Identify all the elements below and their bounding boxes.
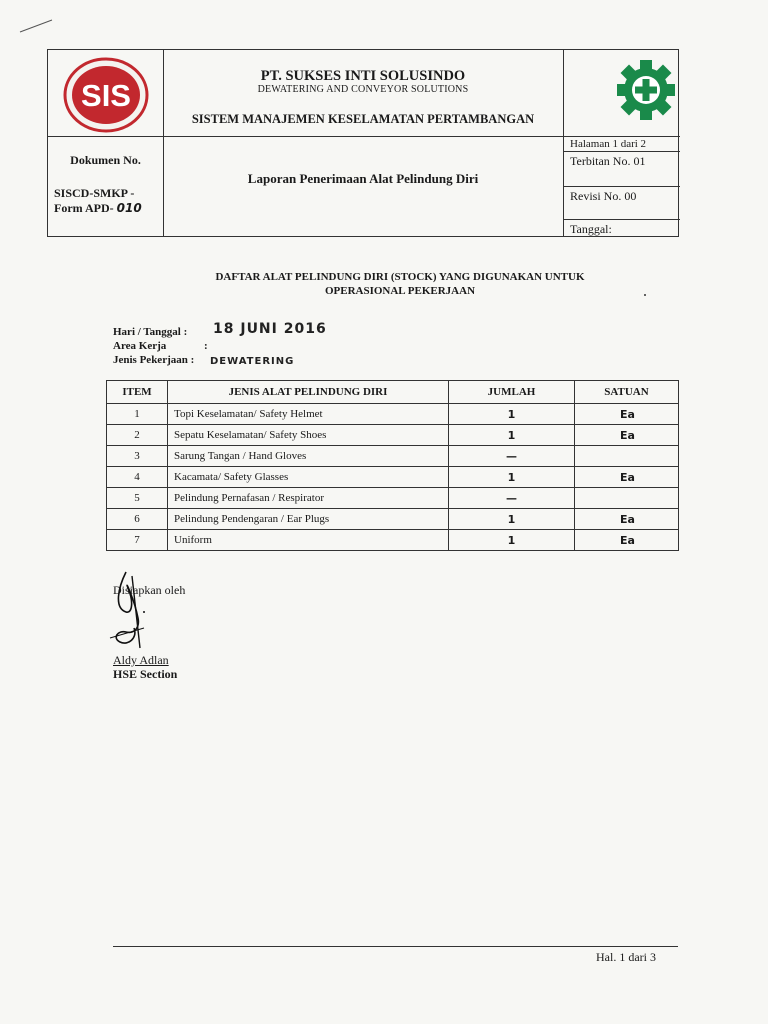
item-number: 5: [107, 488, 168, 509]
company-name: PT. SUKSES INTI SOLUSINDO: [260, 68, 466, 84]
unit: Ea: [575, 509, 679, 530]
area-label: Area Kerja :: [113, 340, 208, 352]
date-label: Tanggal:: [570, 222, 612, 236]
footer-divider: [113, 946, 678, 947]
day-date-label: Hari / Tanggal :: [113, 326, 188, 338]
equipment-name: Sarung Tangan / Hand Gloves: [168, 446, 449, 467]
header-divider: [563, 186, 680, 187]
equipment-name: Uniform: [168, 530, 449, 551]
signer-name: Aldy Adlan: [113, 653, 169, 667]
item-number: 4: [107, 467, 168, 488]
item-number: 3: [107, 446, 168, 467]
list-title-line1: DAFTAR ALAT PELINDUNG DIRI (STOCK) YANG DIGUNAKAN UNTUK: [215, 271, 585, 283]
company-subtitle: DEWATERING AND CONVEYOR SOLUTIONS: [257, 84, 469, 95]
list-title-line2: OPERASIONAL PEKERJAAN: [324, 285, 476, 297]
revision-number: Revisi No. 00: [570, 189, 637, 203]
footer-page-number: Hal. 1 dari 3: [596, 950, 656, 964]
document-code-prefix: Form APD-: [54, 201, 114, 215]
ppe-table: [106, 380, 679, 551]
document-code-line1: SISCD-SMKP -: [54, 186, 135, 200]
signer-department: HSE Section: [113, 667, 178, 681]
header-divider: [563, 219, 680, 220]
table-header-row: [107, 381, 679, 404]
column-header-quantity: JUMLAH: [449, 381, 575, 404]
item-number: 6: [107, 509, 168, 530]
header-divider: [48, 136, 680, 137]
handwritten-signature: [104, 568, 154, 658]
equipment-name: Kacamata/ Safety Glasses: [168, 467, 449, 488]
item-number: 2: [107, 425, 168, 446]
quantity: 1: [449, 509, 575, 530]
table-row: [107, 425, 679, 446]
quantity: —: [449, 488, 575, 509]
unit: Ea: [575, 467, 679, 488]
report-title: Laporan Penerimaan Alat Pelindung Diri: [247, 171, 479, 186]
system-name: SISTEM MANAJEMEN KESELAMATAN PERTAMBANGAN: [191, 112, 535, 126]
prepared-by-label: Disiapkan oleh: [113, 583, 186, 597]
unit: [575, 488, 679, 509]
quantity: 1: [449, 467, 575, 488]
equipment-name: Sepatu Keselamatan/ Safety Shoes: [168, 425, 449, 446]
quantity: 1: [449, 530, 575, 551]
quantity: —: [449, 446, 575, 467]
sis-logo-text: SIS: [81, 78, 131, 113]
document-header: [47, 49, 679, 237]
list-title: [100, 270, 700, 298]
table-row: [107, 530, 679, 551]
header-divider: [563, 151, 680, 152]
table-row: [107, 488, 679, 509]
issue-number: Terbitan No. 01: [570, 154, 646, 168]
page-info: Halaman 1 dari 2: [570, 138, 647, 150]
table-row: [107, 509, 679, 530]
scan-speck: [644, 294, 646, 296]
unit: [575, 446, 679, 467]
column-header-unit: SATUAN: [575, 381, 679, 404]
equipment-name: Topi Keselamatan/ Safety Helmet: [168, 404, 449, 425]
unit: Ea: [575, 530, 679, 551]
unit: Ea: [575, 425, 679, 446]
job-type-label: Jenis Pekerjaan :: [113, 354, 195, 366]
table-row: [107, 467, 679, 488]
table-row: [107, 404, 679, 425]
quantity: 1: [449, 425, 575, 446]
document-code: [54, 186, 142, 216]
unit: Ea: [575, 404, 679, 425]
day-date-value: 18 JUNI 2016: [213, 321, 327, 337]
table-row: [107, 446, 679, 467]
item-number: 7: [107, 530, 168, 551]
equipment-name: Pelindung Pernafasan / Respirator: [168, 488, 449, 509]
equipment-name: Pelindung Pendengaran / Ear Plugs: [168, 509, 449, 530]
quantity: 1: [449, 404, 575, 425]
item-number: 1: [107, 404, 168, 425]
document-code-line2: [54, 201, 142, 216]
job-type-value: DEWATERING: [210, 356, 295, 367]
scan-mark-decoration: [18, 18, 58, 38]
document-code-handwritten: 010: [116, 201, 142, 215]
safety-gear-icon: [617, 54, 675, 130]
header-divider: [563, 50, 564, 236]
document-number-label: Dokumen No.: [70, 153, 141, 167]
sis-logo: [62, 57, 150, 133]
column-header-item: ITEM: [107, 381, 168, 404]
column-header-type: JENIS ALAT PELINDUNG DIRI: [168, 381, 449, 404]
